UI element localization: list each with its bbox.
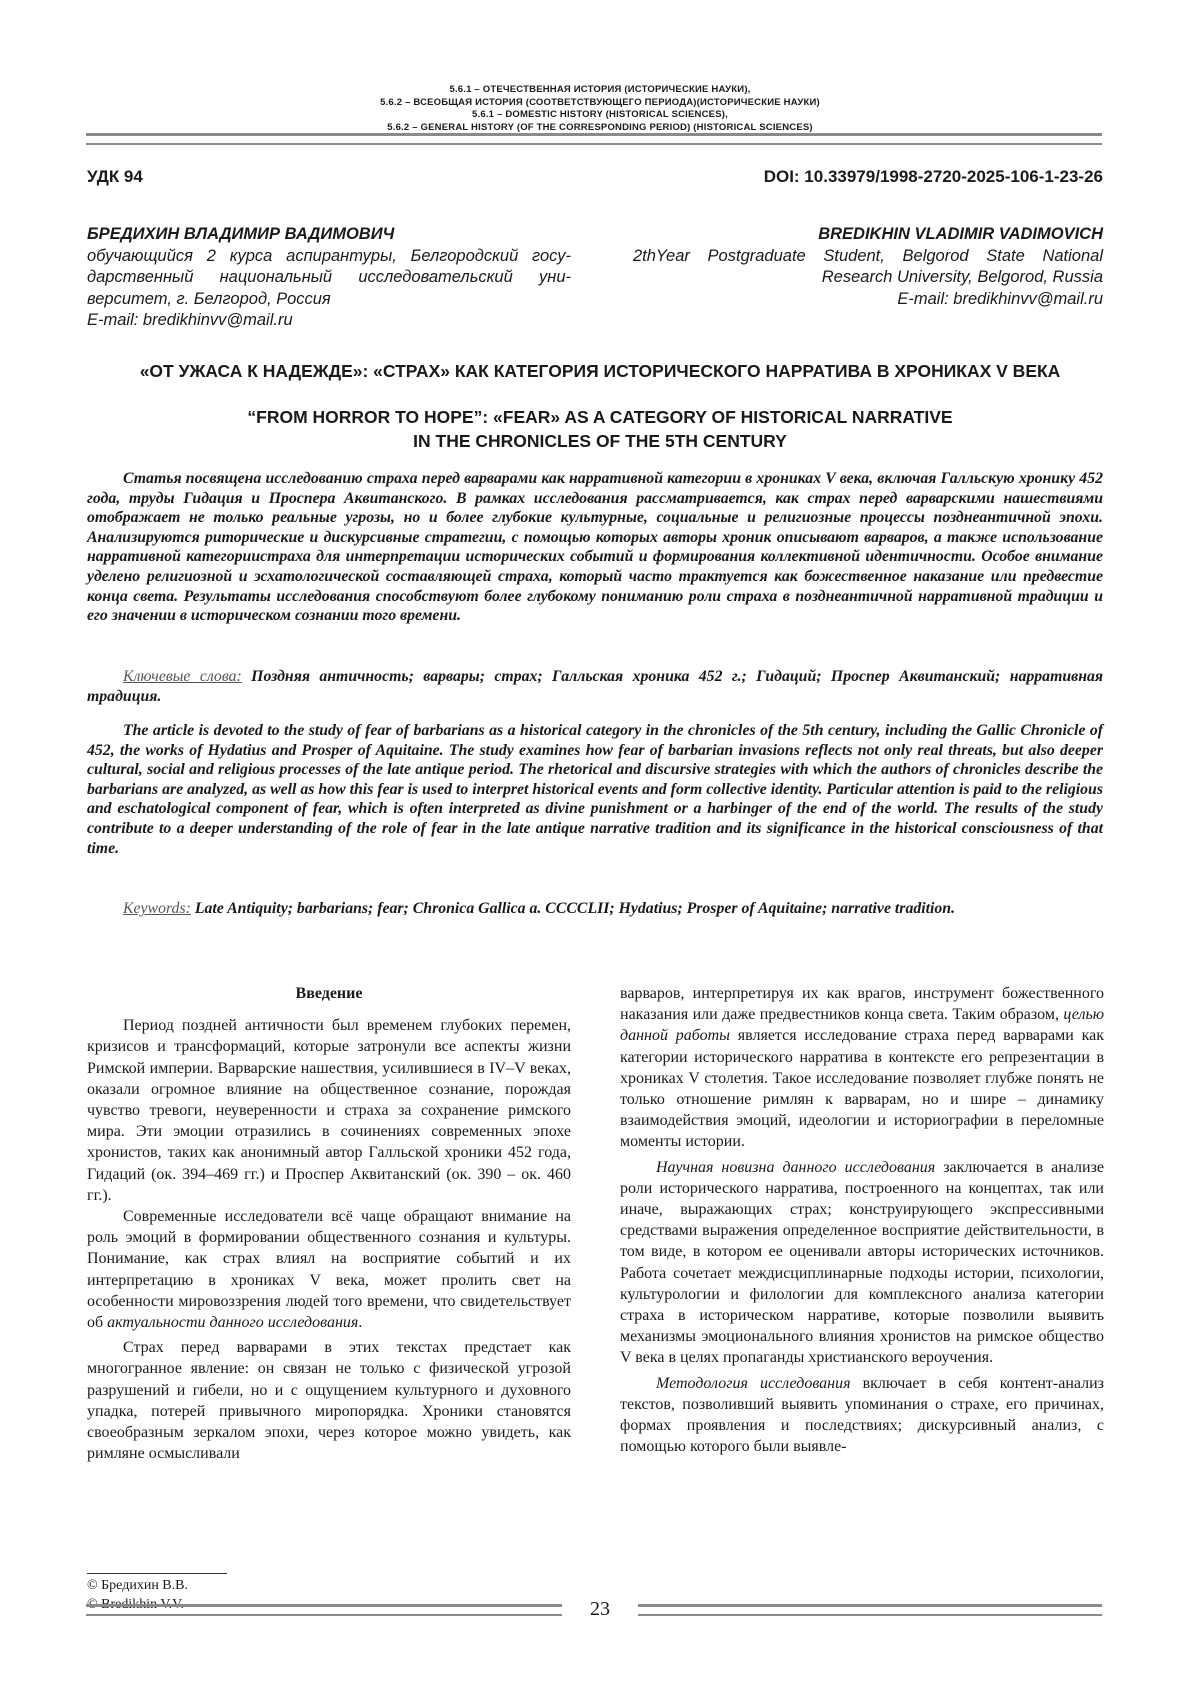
keywords-ru-label: Ключевые слова: (123, 668, 242, 685)
paragraph: Страх перед варварами в этих текстах предстает как многогранное явление: он связан не только с физической угрозой разрушений и гибели, но и с ощущением культурного и духовного упадка, потерей привычного миропорядка. Хроники становятся своеобразным зеркалом эпохи, через которое можно увидеть, как римляне осмысливали (87, 1339, 571, 1463)
author-ru-block (87, 224, 571, 332)
abstract-ru: Статья посвящена исследованию страха перед варварами как нарративной категории в хрониках V века, включая Галльскую хронику 452 года, труды Гидация и Проспера Аквитанского. В рамках исследования рассматривается, как страх перед варварскими нашествиями отображает не только реальные угрозы, но и более глубокие культурные, социальные и религиозные процессы позднеантичной эпохи. Анализируются риторические и дискурсивные стратегии, с помощью которых авторы хроник описывают варваров, а также использование нарративной категориистраха для интерпретации исторических событий и формирования коллективной идентичности. Особое внимание уделено религиозной и эсхатологической составляющей страха, который часто трактуется как божественное наказание или предвестие конца света. Результаты исследования способствуют более глубокому пониманию роли страха в позднеантичной нарративной традиции и его значении в историческом сознании того времени. (87, 470, 1103, 625)
emphasis: целью данной работы (620, 1006, 1104, 1045)
author-en-affiliation-line: Research University, Belgorod, Russia (821, 268, 1103, 286)
paragraph-text: является исследование страха перед варварами как категории исторического нарратива в контексте его репрезентации в хрониках V столетия. Такое исследование позволяет глубже понять не только отношение римлян к варварам, но и шире – динамику взаимодействия эмоций, идеологии и историографии в переломные моменты истории. (620, 1027, 1104, 1151)
footer-rule-left (86, 1604, 562, 1616)
author-ru-name: БРЕДИХИН ВЛАДИМИР ВАДИМОВИЧ (87, 225, 395, 243)
doi[interactable]: DOI: 10.33979/1998-2720-2025-106-1-23-26 (763, 167, 1103, 186)
author-en-affiliation-line: 2thYear Postgraduate Student, Belgorod State National (633, 246, 1103, 265)
keywords-ru (87, 667, 1103, 706)
paragraph-text: заключается в анализе роли исторического нарратива, построенного на концептах, так или иначе, выражающих страх; конструирующего экспрессивными средствами выражения определенное восприятие действительности, в том виде, в котором ее оценивали авторы исторических источников. Работа сочетает междисциплинарные подходы истории, психологии, культурологии и филологии для комплексного анализа категории страха в историческом нарративе, которые позволили выявить механизмы эмоционального влияния хронистов на римское общество V века в целях пропаганды христианского вероучения. (620, 1158, 1105, 1367)
udk-code: УДК 94 (87, 167, 143, 186)
author-en-email[interactable]: E-mail: bredikhinvv@mail.ru (897, 289, 1103, 308)
author-ru-affiliation-line: дарственный национальный исследовательский уни- (87, 268, 571, 286)
paragraph (620, 1373, 1104, 1458)
author-en-block (633, 224, 1103, 310)
body-left-column (87, 983, 571, 1464)
paragraph: Период поздней античности был временем глубоких перемен, кризисов и трансформаций, которые затронули все аспекты жизни Римской империи. Варварские нашествия, усилившиеся в IV–V веках, оказали огромное влияние на общественное сознание, порождая чувство тревоги, неуверенности и страха за сохранение римского мира. Эти эмоции отразились в сочинениях современных эпохе хронистов, таких как анонимный автор Галльской хроники 452 года, Гидаций (ок. 394–469 гг.) и Проспер Аквитанский (ок. 390 – ок. 460 гг.). (87, 1017, 571, 1204)
paragraph (620, 983, 1104, 1153)
running-header-line: 5.6.2 – GENERAL HISTORY (OF THE CORRESPONDING PERIOD) (HISTORICAL SCIENCES) (387, 121, 813, 133)
emphasis: Методология исследования (656, 1374, 851, 1392)
page-number: 23 (590, 1598, 610, 1620)
keywords-en-value: Late Antiquity; barbarians; fear; Chronica Gallica a. CCCCLII; Hydatius; Prosper of Aquitaine; narrative tradition. (194, 900, 956, 917)
title-en (80, 405, 1120, 453)
header-double-rule (86, 133, 1102, 145)
footnote-copyright-en: © Bredikhin V.V. (87, 1597, 184, 1612)
keywords-en-label: Keywords: (123, 900, 191, 917)
body-right-column (620, 983, 1104, 1457)
paragraph-text: включает в себя контент-анализ текстов, позволивший выявить упоминания о страхе, его причинах, формах проявления и последствиях; дискурсивный анализ, с помощью которого были выявле- (620, 1374, 1104, 1456)
keywords-en (87, 899, 1103, 919)
footer-rule-right (638, 1604, 1102, 1616)
section-heading: Введение (295, 985, 363, 1002)
emphasis: Научная новизна данного исследования (656, 1158, 936, 1176)
author-ru-affiliation-line: обучающийся 2 курса аспирантуры, Белгородский госу- (87, 246, 571, 265)
author-ru-affiliation-line: верситет, г. Белгород, Россия (87, 289, 331, 308)
paragraph (87, 1206, 571, 1333)
author-en-name: BREDIKHIN VLADIMIR VADIMOVICH (818, 225, 1103, 243)
running-header (80, 84, 1120, 134)
title-en-line: IN THE CHRONICLES OF THE 5TH CENTURY (413, 431, 787, 451)
footnote-copyright-ru: © Бредихин В.В. (87, 1578, 188, 1593)
paragraph (620, 1157, 1104, 1369)
abstract-en: The article is devoted to the study of fear of barbarians as a historical category in the chronicles of the 5th century, including the Gallic Chronicle of 452, the works of Hydatius and Prosper of Aquitaine. The study examines how fear of barbarian invasions reflects not only real threats, but also deeper cultural, social and religious processes of the late antique period. The rhetorical and discursive strategies with which the authors of chronicles describe the barbarians are analyzed, as well as how this fear is used to interpret historical events and form collective identity. Particular attention is paid to the religious and eschatological component of fear, which is often interpreted as divine punishment or a harbinger of the end of the world. The results of the study contribute to a deeper understanding of the role of fear in the late antique narrative tradition and its significance in the historical consciousness of that time. (87, 722, 1103, 857)
emphasis: актуальности данного исследования (107, 1314, 359, 1332)
title-en-line: “FROM HORROR TO HOPE”: «FEAR» AS A CATEGORY OF HISTORICAL NARRATIVE (247, 407, 953, 427)
running-header-line: 5.6.2 – ВСЕОБЩАЯ ИСТОРИЯ (СООТВЕТСТВУЮЩЕГО ПЕРИОДА)(ИСТОРИЧЕСКИЕ НАУКИ) (380, 96, 820, 108)
paragraph-text: . (358, 1314, 363, 1332)
keywords-ru-value: Поздняя античность; варвары; страх; Галльская хроника 452 г.; Гидаций; Проспер Аквитанский; нарративная традиция. (87, 668, 1104, 705)
paragraph-text: варваров, интерпретируя их как врагов, инструмент божественного наказания или даже предвестников конца света. Таким образом, (620, 985, 1104, 1024)
running-header-line: 5.6.1 – DOMESTIC HISTORY (HISTORICAL SCIENCES), (472, 109, 728, 120)
paragraph-text: Современные исследователи всё чаще обращают внимание на роль эмоций в формировании общественного сознания и культуры. Понимание, как страх влиял на восприятие событий и их интерпретацию в хрониках V века, может пролить свет на особенности мировоззрения людей того времени, что свидетельствует об (87, 1208, 571, 1332)
footnote-rule (87, 1573, 227, 1574)
author-ru-email[interactable]: E-mail: bredikhinvv@mail.ru (87, 311, 293, 329)
title-ru: «ОТ УЖАСА К НАДЕЖДЕ»: «СТРАХ» КАК КАТЕГОРИЯ ИСТОРИЧЕСКОГО НАРРАТИВА В ХРОНИКАХ V ВЕКА (139, 361, 1061, 381)
running-header-line: 5.6.1 – ОТЕЧЕСТВЕННАЯ ИСТОРИЯ (ИСТОРИЧЕСКИЕ НАУКИ), (449, 84, 751, 95)
